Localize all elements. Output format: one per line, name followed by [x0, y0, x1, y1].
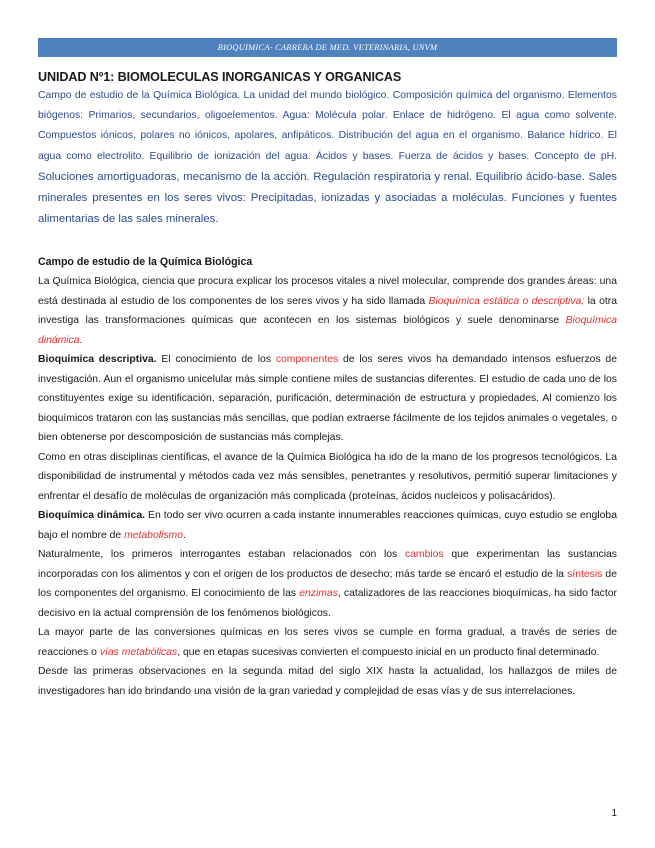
summary-part-1: Campo de estudio de la Química Biológica. La unidad del mundo biológico. Composición química del organismo. Elementos biógenos: Primarios, secundarios, oligoelementos. Agua: Molécula polar. Enlace de hidrógeno. El agua como solvente. Compuestos iónicos, polares no iónicos, apolares, anfipáticos. Distribución del agua en el organismo. Balance hídrico. El agua como electrolito. Equilibrio de ionización del agua. Ácidos y bases. Fuerza de ácidos y bases. Concepto de pH. [38, 90, 617, 162]
text-run: La Química Biológica, ciencia que procura explicar los procesos vitales a nivel molecular, comprende dos grandes áreas: una está destinada al estudio de los componentes de los seres vivos y ha sido llamada [38, 276, 617, 307]
text-run: de los seres vivos ha demandado intensos esfuerzos de investigación. Aun el organismo unicelular más simple contiene miles de sustancias diferentes. El estudio de cada uno de los constituyentes exige su identificación, separación, purificación, determinación de estructura y propiedades. Al comienzo los bioquímicos trataron con las sustancias más sencillas, que podían extraerse fácilmente de los tejidos animales o vegetales, o bien obtenerse por descomposición de sustancias más complejas. [38, 354, 617, 444]
header-text: BIOQUIMICA- CARRERA DE MED. VETERINARIA, UNVM [217, 42, 438, 52]
paragraph-interrogantes [38, 545, 617, 623]
paragraph-bioquimica-dinamica [38, 506, 617, 545]
section-title: Campo de estudio de la Química Biológica [38, 256, 253, 269]
term-bioquimica-dinamica: Bioquímica dinámica [38, 315, 617, 346]
term-metabolismo: metabolismo [124, 529, 183, 541]
paragraph-historia: Desde las primeras observaciones en la segunda mitad del siglo XIX hasta la actualidad, los hallazgos de miles de investigadores han ido brindando una visión de la gran variedad y complejidad de esas vías y de sus interrelaciones. [38, 666, 617, 697]
paragraph-intro [38, 272, 617, 350]
unit-summary [38, 86, 617, 230]
text-run: , catalizadores de las reacciones bioquímicas, ha sido factor decisivo en la actual comprensión de los fenómenos biológicos. [38, 588, 617, 619]
text-run: que experimentan las sustancias incorporadas con los alimentos y con el origen de los productos de desecho; más tarde se encaró el estudio de la [38, 549, 618, 580]
term-bioquimica-estatica: Bioquímica estática o descriptiva; [428, 295, 585, 307]
term-componentes: componentes [275, 354, 339, 366]
term-cambios: cambios [404, 549, 444, 561]
paragraph-vias-metabolicas [38, 623, 617, 662]
text-run: En todo ser vivo ocurren a cada instante innumerables reacciones químicas, cuyo estudio se engloba bajo el nombre de [38, 510, 617, 541]
text-run: de los componentes del organismo. El conocimiento de las [38, 568, 617, 600]
text-run: La mayor parte de las conversiones químicas en los seres vivos se cumple en forma gradual, a través de series de reacciones o [38, 627, 617, 658]
term-sintesis: síntesis [567, 568, 603, 580]
text-run: El conocimiento de los [156, 354, 276, 366]
paragraph-bioquimica-descriptiva [38, 350, 617, 448]
text-run: . [79, 334, 83, 346]
text-run: la otra investiga las transformaciones químicas que acontecen en los sistemas biológicos y suele denominarse [38, 295, 618, 327]
bold-lead: Bioquímica descriptiva. [38, 354, 157, 366]
text-run: , que en etapas sucesivas convierten el compuesto inicial en un producto final determinado. [177, 646, 600, 658]
text-run: Naturalmente, los primeros interrogantes estaban relacionados con los [38, 549, 405, 561]
page-number: 1 [611, 808, 617, 819]
text-run: . [182, 529, 186, 541]
unit-title: UNIDAD Nº1: BIOMOLECULAS INORGANICAS Y ORGANICAS [38, 70, 402, 84]
bold-lead: Bioquímica dinámica. [38, 510, 145, 522]
summary-part-2: Soluciones amortiguadoras, mecanismo de la acción. Regulación respiratoria y renal. Equilibrio ácido-base. Sales minerales presentes en los seres vivos: Precipitadas, ionizadas y asociadas a moléculas. Funciones y fuentes alimentarias de las sales minerales. [38, 170, 617, 226]
page-header-bar [38, 38, 617, 57]
term-vias-metabolicas: vías metabólicas [99, 646, 178, 658]
paragraph-avance-tecnologico: Como en otras disciplinas científicas, el avance de la Química Biológica ha ido de la mano de los progresos tecnológicos. La disponibilidad de instrumental y métodos cada vez más sensibles, penetrantes y resolutivos, permitió superar limitaciones y enfrentar el desafío de moléculas de organización más complicada (proteínas, ácidos nucleicos y polisacáridos). [38, 451, 617, 502]
term-enzimas: enzimas [299, 588, 338, 600]
document-body [38, 70, 617, 701]
